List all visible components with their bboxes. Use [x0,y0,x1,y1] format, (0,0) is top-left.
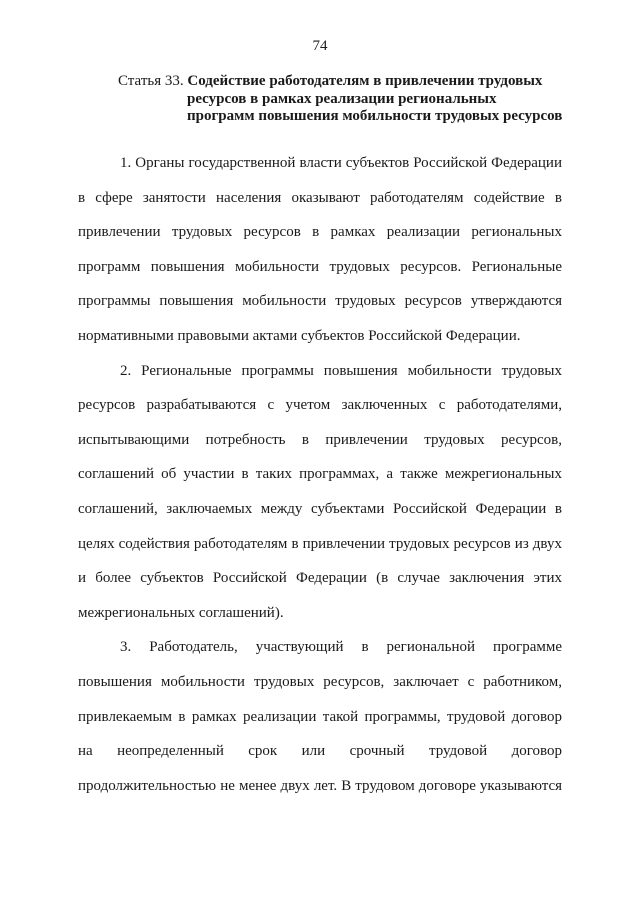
text-line: испытывающими потребность в привлечении трудовых ресурсов, [78,431,562,448]
text-line: 1. Органы государственной власти субъектов Российской Федерации [120,155,562,171]
text-line: продолжительностью не менее двух лет. В трудовом договоре указываются [78,777,562,794]
article-heading [118,73,563,126]
article-title-line: Содействие работодателям в привлечении трудовых [187,73,543,89]
text-line: нормативными правовыми актами субъектов Российской Федерации. [78,327,521,344]
text-line: на неопределенный срок или срочный трудовой договор [78,743,562,760]
text-line: и более субъектов Российской Федерации (в случае заключения этих [78,570,562,587]
article-label: Статья 33. [118,73,184,89]
text-line: соглашений, заключаемых между субъектами Российской Федерации в [78,500,562,517]
text-line: привлечении трудовых ресурсов в рамках реализации региональных [78,224,562,241]
text-line: привлекаемым в рамках реализации такой программы, трудовой договор [78,708,562,725]
text-line: 2. Региональные программы повышения мобильности трудовых [120,362,562,379]
article-title-line: программ повышения мобильности трудовых ресурсов [187,108,563,124]
text-line: межрегиональных соглашений). [78,604,284,621]
text-line: в сфере занятости населения оказывают работодателям содействие в [78,189,562,206]
text-line: ресурсов разрабатываются с учетом заключенных с работодателями, [78,397,562,414]
paragraph-2 [78,354,562,631]
text-line: соглашений об участии в таких программах, а также межрегиональных [78,466,562,483]
text-line: программ повышения мобильности трудовых ресурсов. Региональные [78,258,562,275]
article-body [78,146,562,803]
page-number: 74 [312,38,328,54]
text-line: 3. Работодатель, участвующий в региональной программе [120,639,562,656]
text-line: повышения мобильности трудовых ресурсов, заключает с работником, [78,673,562,690]
paragraph-1 [78,146,562,354]
paragraph-3 [78,630,562,803]
text-line: целях содействия работодателям в привлечении трудовых ресурсов из двух [78,535,562,552]
article-title-line: ресурсов в рамках реализации региональных [187,90,497,107]
text-line: программы повышения мобильности трудовых ресурсов утверждаются [78,293,562,310]
article-heading-line-1 [118,73,563,91]
